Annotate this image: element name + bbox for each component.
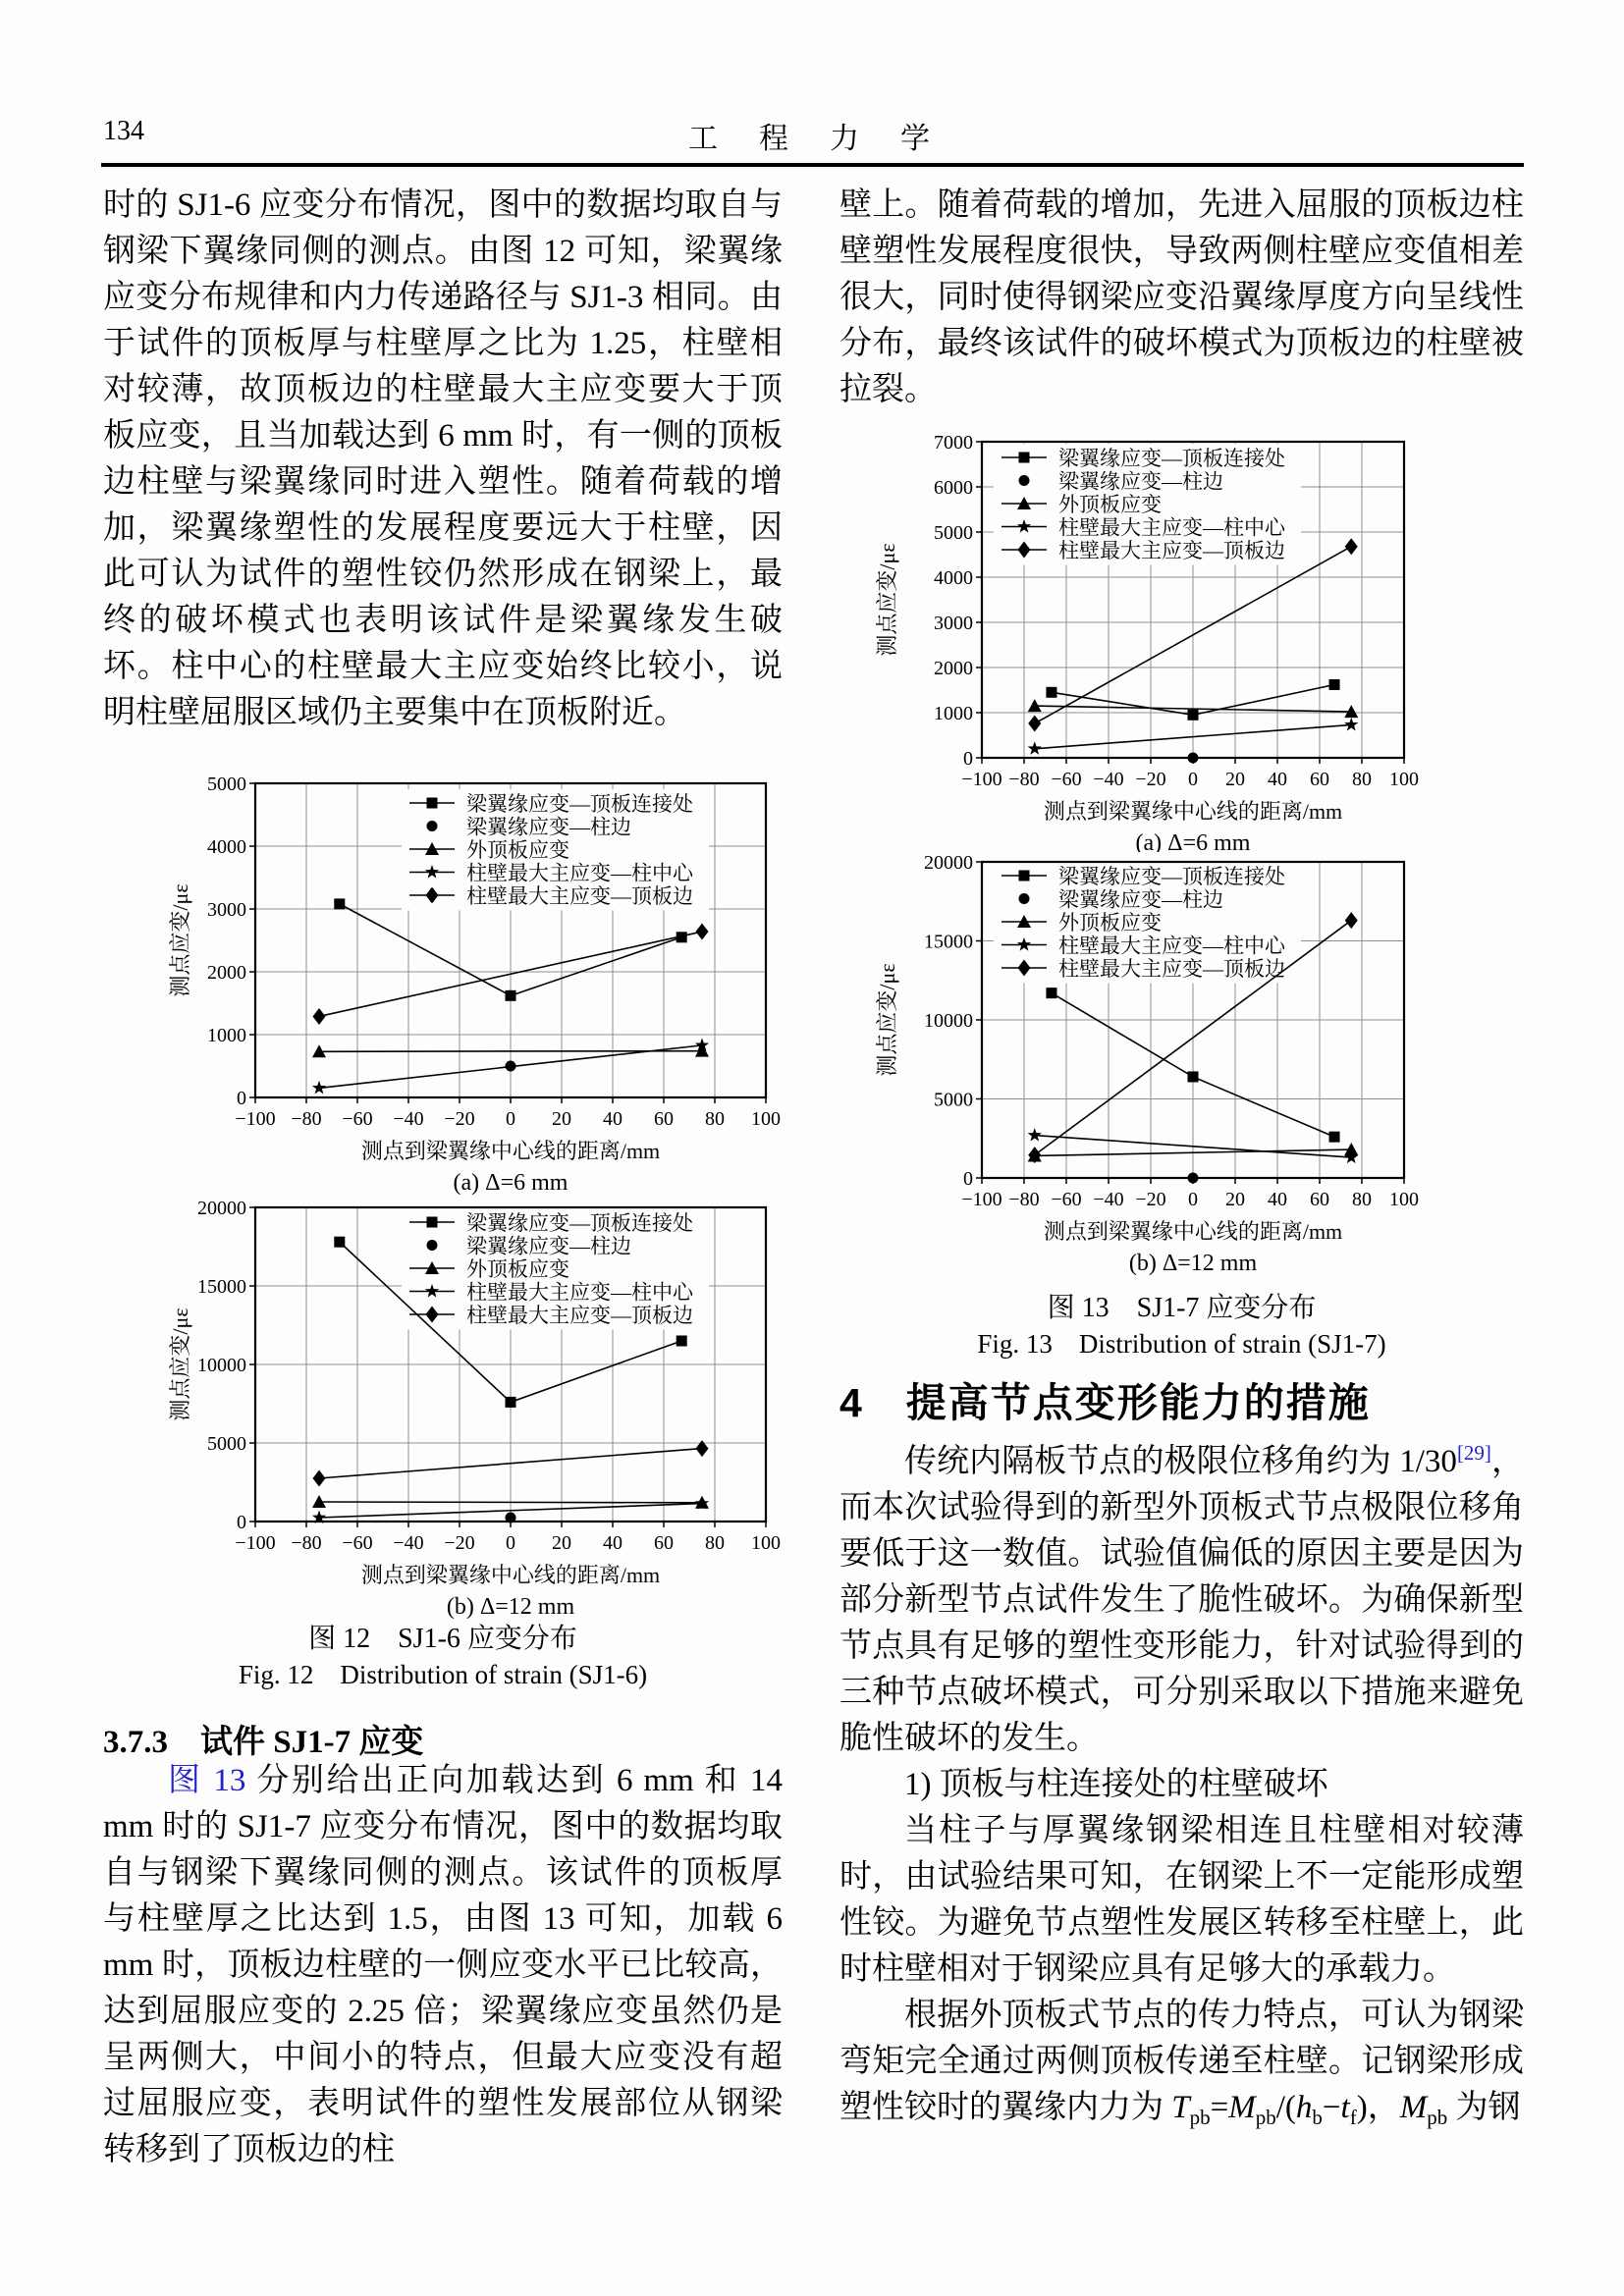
x-tick-label: −40 [1093,769,1124,790]
x-tick-label: −100 [235,1532,276,1554]
x-tick-label: 0 [1188,1189,1198,1210]
text-segment: 分别给出正向加载达到 6 mm 和 14 mm 时的 SJ1-7 应变分布情况，图中的数据均取自与钢梁下翼缘同侧的测点。该试件的顶板厚与柱壁厚之比达到 1.5，由图 13 可知，加载 6 mm 时，顶板边柱壁的一侧应变水平已比较高，达到屈服应变的 2.25 倍；梁翼缘应变虽然仍是呈两侧大，中间小的特点，但最大应变没有超过屈服应变，表明试件的塑性发展部位从钢梁转移到了顶板边的柱 [103,1763,783,2167]
legend-label: 外顶板应变 [1058,493,1162,516]
series-circle [1188,753,1199,764]
text-segment: b [1312,2106,1323,2129]
legend-label: 柱壁最大主应变—柱中心 [1058,515,1285,540]
paragraph-text-with-formula [839,1993,1524,2131]
y-tick-label: 20000 [197,1198,246,1219]
subfigure-caption: (a) Δ=6 mm [453,1170,568,1196]
legend-label: 柱壁最大主应变—柱中心 [466,1280,693,1305]
x-axis-label: 测点到梁翼缘中心线的距离/mm [1043,1219,1343,1244]
x-tick-label: 0 [1188,769,1198,790]
figure-12-caption-en: Fig. 12 Distribution of strain (SJ1-6) [238,1660,648,1689]
x-tick-label: 80 [1352,1189,1372,1210]
chart-svg-fig13a [839,430,1524,852]
y-tick-label: 0 [237,1088,246,1109]
x-tick-label: 80 [1352,769,1372,790]
y-tick-label: 0 [963,1168,973,1190]
legend-label: 梁翼缘应变—顶板连接处 [466,792,693,816]
chart-svg-fig12b [103,1183,783,1620]
x-tick-label: 40 [603,1108,623,1130]
right-column-paragraph-1 [839,183,1524,413]
text-segment: ，而本次试验得到的新型外顶板式节点极限位移角要低于这一数值。试验值偏低的原因主要是因为部分新型节点试件发生了脆性破坏。为确保新型节点具有足够的塑性变形能力，针对试验得到的三种节点破坏模式，可分别采取以下措施来避免脆性破坏的发生。 [839,1444,1525,1756]
x-tick-label: 0 [506,1532,515,1554]
x-tick-label: −80 [291,1108,322,1130]
x-tick-label: −40 [393,1108,424,1130]
x-tick-label: −40 [393,1532,424,1554]
figure-13-caption-cn: 图 13 SJ1-7 应变分布 [1047,1293,1317,1323]
text-segment: pb [1189,2106,1211,2129]
section-4-heading: 4 提高节点变形能力的措施 [839,1380,1371,1425]
x-tick-label: 20 [1225,1189,1245,1210]
y-tick-label: 5000 [207,1433,246,1455]
legend-label: 梁翼缘应变—顶板连接处 [1058,865,1285,888]
x-tick-label: −100 [235,1108,276,1130]
legend-label: 外顶板应变 [466,1257,569,1281]
legend-label: 柱壁最大主应变—柱中心 [1058,934,1285,958]
y-tick-label: 10000 [924,1010,973,1032]
section-3-7-3-heading-block [103,1716,783,1762]
paragraph-text: 时的 SJ1-6 应变分布情况，图中的数据均取自与钢梁下翼缘同侧的测点。由图 12 可知，梁翼缘应变分布规律和内力传递路径与 SJ1-3 相同。由于试件的顶板厚与柱壁厚之比为 1.25，柱壁相对较薄，故顶板边的柱壁最大主应变要大于顶板应变，且当加载达到 6 mm 时，有一侧的顶板边柱壁与梁翼缘同时进入塑性。随着荷载的增加，梁翼缘塑性的发展程度要远大于柱壁，因此可认为试件的塑性铰仍然形成在钢梁上，最终的破坏模式也表明该试件是梁翼缘发生破坏。柱中心的柱壁最大主应变始终比较小，说明柱壁屈服区域仍主要集中在顶板附近。 [103,187,783,730]
y-tick-label: 0 [237,1512,246,1533]
text-segment: − [1322,2090,1341,2125]
section-heading: 3.7.3 试件 SJ1-7 应变 [103,1725,424,1760]
x-tick-label: −100 [961,1189,1002,1210]
y-axis-label: 测点应变/με [875,543,899,657]
y-tick-label: 1000 [207,1025,246,1046]
x-tick-label: −20 [444,1108,475,1130]
y-tick-label: 15000 [924,931,973,953]
legend-label: 柱壁最大主应变—顶板边 [1058,539,1285,562]
legend-label: 梁翼缘应变—顶板连接处 [466,1211,693,1235]
x-tick-label: 60 [1310,1189,1329,1210]
legend-label: 柱壁最大主应变—柱中心 [466,861,693,885]
header-rule [101,163,1524,167]
paragraph-text [839,1439,1524,1762]
text-segment: T [1171,2090,1190,2125]
figure-13a-chart-sj1-7-6mm [839,430,1524,852]
text-segment: M [1228,2090,1256,2125]
x-tick-label: 60 [654,1532,674,1554]
text-segment: 根据外顶板式节点的传力特点，可认为钢梁弯矩完全通过两侧顶板传递至柱壁。记钢梁形成塑性铰时的翼缘内力为 [839,1998,1524,2125]
legend-label: 柱壁最大主应变—顶板边 [466,1304,693,1327]
x-axis-label: 测点到梁翼缘中心线的距离/mm [1043,799,1343,824]
x-tick-label: −80 [1008,769,1040,790]
y-tick-label: 7000 [934,432,973,454]
text-segment: /( [1275,2090,1296,2125]
x-tick-label: 100 [751,1108,781,1130]
left-column-paragraph-1 [103,183,783,736]
text-segment: = [1210,2090,1229,2125]
x-tick-label: −20 [444,1532,475,1554]
x-axis-label: 测点到梁翼缘中心线的距离/mm [360,1563,661,1587]
x-tick-label: −60 [1051,1189,1082,1210]
text-segment: 传统内隔板节点的极限位移角约为 1/30 [904,1444,1457,1479]
x-tick-label: −60 [342,1532,373,1554]
citation-ref-link[interactable]: [29] [1456,1441,1491,1465]
y-tick-label: 5000 [934,522,973,544]
figure-ref-link[interactable]: 图 13 [168,1763,246,1798]
x-axis-label: 测点到梁翼缘中心线的距离/mm [360,1139,661,1163]
figure-12b-chart-sj1-6-12mm [103,1183,783,1620]
x-tick-label: −20 [1135,1189,1166,1210]
x-tick-label: −80 [291,1532,322,1554]
x-tick-label: 40 [603,1532,623,1554]
legend-label: 梁翼缘应变—顶板连接处 [1058,447,1285,470]
left-column-paragraph-2 [103,1758,783,2173]
legend-label: 梁翼缘应变—柱边 [1058,887,1223,912]
x-tick-label: −60 [1051,769,1082,790]
figure-12-caption-cn: 图 12 SJ1-6 应变分布 [308,1624,577,1654]
x-tick-label: 20 [1225,769,1245,790]
x-tick-label: 80 [705,1532,725,1554]
x-tick-label: −100 [961,769,1002,790]
y-tick-label: 20000 [924,852,973,874]
y-tick-label: 5000 [934,1089,973,1111]
y-tick-label: 15000 [197,1276,246,1298]
chart-svg-fig13b [839,850,1524,1292]
legend-label: 梁翼缘应变—柱边 [466,815,631,839]
series-circle [506,1513,516,1523]
text-segment: f [1349,2106,1357,2129]
page-number: 134 [103,116,144,146]
y-tick-label: 1000 [934,703,973,724]
legend-label: 外顶板应变 [466,838,569,862]
y-tick-label: 10000 [197,1355,246,1376]
chart-svg-fig12a [103,756,783,1205]
y-tick-label: 3000 [934,613,973,634]
y-axis-label: 测点应变/με [168,883,192,997]
legend-label: 柱壁最大主应变—顶板边 [466,884,693,908]
figure-12a-chart-sj1-6-6mm [103,756,783,1205]
x-tick-label: −80 [1008,1189,1040,1210]
text-segment: M [1399,2090,1428,2125]
journal-title: 工 程 力 学 [688,123,936,155]
text-segment: pb [1255,2106,1276,2129]
x-tick-label: 0 [506,1108,515,1130]
y-tick-label: 6000 [934,477,973,499]
paragraph-text: 壁上。随着荷载的增加，先进入屈服的顶板边柱壁塑性发展程度很快，导致两侧柱壁应变值相差很大，同时使得钢梁应变沿翼缘厚度方向呈线性分布，最终该试件的破坏模式为顶板边的柱壁被拉裂。 [839,187,1524,407]
text-segment: 为钢 [1447,2090,1521,2125]
legend-label: 梁翼缘应变—柱边 [1058,469,1223,494]
paragraph-text: 当柱子与厚翼缘钢梁相连且柱壁相对较薄时，由试验结果可知，在钢梁上不一定能形成塑性铰。为避免节点塑性发展区转移至柱壁上，此时柱壁相对于钢梁应具有足够大的承载力。 [839,1813,1524,1987]
x-tick-label: −60 [342,1108,373,1130]
x-tick-label: 60 [1310,769,1329,790]
x-tick-label: −40 [1093,1189,1124,1210]
y-tick-label: 4000 [934,567,973,589]
text-segment: t [1340,2090,1350,2125]
text-segment: pb [1427,2106,1448,2129]
legend-label: 外顶板应变 [1058,911,1162,934]
x-tick-label: 100 [1389,769,1419,790]
subfigure-caption: (b) Δ=12 mm [446,1594,575,1620]
y-tick-label: 2000 [934,658,973,679]
y-axis-label: 测点应变/με [168,1308,192,1421]
text-segment: )， [1356,2090,1400,2125]
legend-label: 梁翼缘应变—柱边 [466,1234,631,1258]
y-tick-label: 2000 [207,962,246,984]
y-tick-label: 5000 [207,774,246,795]
y-tick-label: 4000 [207,836,246,858]
y-tick-label: 0 [963,748,973,770]
y-axis-label: 测点应变/με [875,963,899,1077]
legend-label: 柱壁最大主应变—顶板边 [1058,957,1285,981]
figure-13b-chart-sj1-7-12mm [839,850,1524,1292]
series-circle [1188,1173,1199,1184]
x-tick-label: 20 [552,1532,571,1554]
x-tick-label: −20 [1135,769,1166,790]
list-item-1: 1) 顶板与柱连接处的柱壁破坏 [904,1767,1328,1802]
right-column-body [839,1439,1524,2131]
subfigure-caption: (b) Δ=12 mm [1128,1251,1258,1276]
x-tick-label: 40 [1268,769,1287,790]
x-tick-label: 100 [1389,1189,1419,1210]
x-tick-label: 60 [654,1108,674,1130]
text-segment: h [1295,2090,1313,2125]
y-tick-label: 3000 [207,899,246,921]
section-4-heading-block [839,1370,1524,1428]
x-tick-label: 80 [705,1108,725,1130]
subfigure-caption: (a) Δ=6 mm [1135,830,1251,852]
x-tick-label: 20 [552,1108,571,1130]
paragraph-text [103,1758,783,2173]
x-tick-label: 40 [1268,1189,1287,1210]
figure-13-caption-en: Fig. 13 Distribution of strain (SJ1-7) [977,1329,1386,1359]
x-tick-label: 100 [751,1532,781,1554]
